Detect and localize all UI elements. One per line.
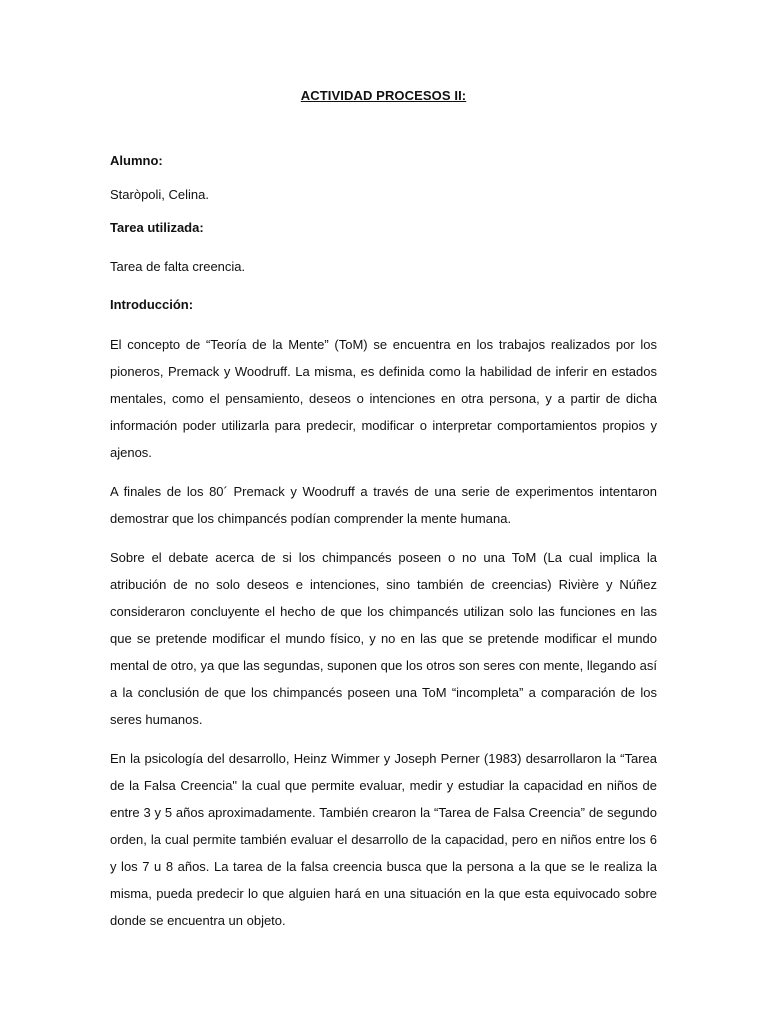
student-label: Alumno:: [110, 153, 163, 168]
paragraph-theory-of-mind: El concepto de “Teoría de la Mente” (ToM) se encuentra en los trabajos realizados por los pioneros, Premack y Woodruff. La misma, es definida como la habilidad de inferir en estados mentales, como el pensamiento, deseos o intenciones en otra persona, y a partir de dicha información poder utilizarla para predecir, modificar o interpretar comportamientos propios y ajenos.: [110, 337, 657, 460]
task-label: Tarea utilizada:: [110, 220, 204, 235]
intro-label: Introducción:: [110, 297, 194, 312]
task-value: Tarea de falta creencia.: [110, 259, 246, 274]
document-title: ACTIVIDAD PROCESOS II:: [300, 88, 467, 103]
student-name: Staròpoli, Celina.: [110, 187, 209, 202]
paragraph-chimpanzee-debate: Sobre el debate acerca de si los chimpancés poseen o no una ToM (La cual implica la atribución de no solo deseos e intenciones, sino también de creencias) Rivière y Núñez consideraron concluyente el hecho de que los chimpancés utilizan solo las funciones en las que se pretende modificar el mundo físico, y no en las que se pretende modificar el mundo mental de otro, ya que las segundas, suponen que los otros son seres con mente, llegando así a la conclusión de que los chimpancés poseen una ToM “incompleta” a comparación de los seres humanos.: [110, 550, 657, 727]
paragraph-false-belief-task: En la psicología del desarrollo, Heinz Wimmer y Joseph Perner (1983) desarrollaron la “Tarea de la Falsa Creencia" la cual que permite evaluar, medir y estudiar la capacidad en niños de entre 3 y 5 años aproximadamente. También crearon la “Tarea de Falsa Creencia” de segundo orden, la cual permite también evaluar el desarrollo de la capacidad, pero en niños entre los 6 y los 7 u 8 años. La tarea de la falsa creencia busca que la persona a la que se le realiza la misma, pueda predecir lo que alguien hará en una situación en la que esta equivocado sobre donde se encuentra un objeto.: [110, 751, 657, 928]
document-body: [110, 86, 657, 934]
paragraph-premack-woodruff: A finales de los 80´ Premack y Woodruff a través de una serie de experimentos intentaron demostrar que los chimpancés podían comprender la mente humana.: [110, 484, 657, 526]
